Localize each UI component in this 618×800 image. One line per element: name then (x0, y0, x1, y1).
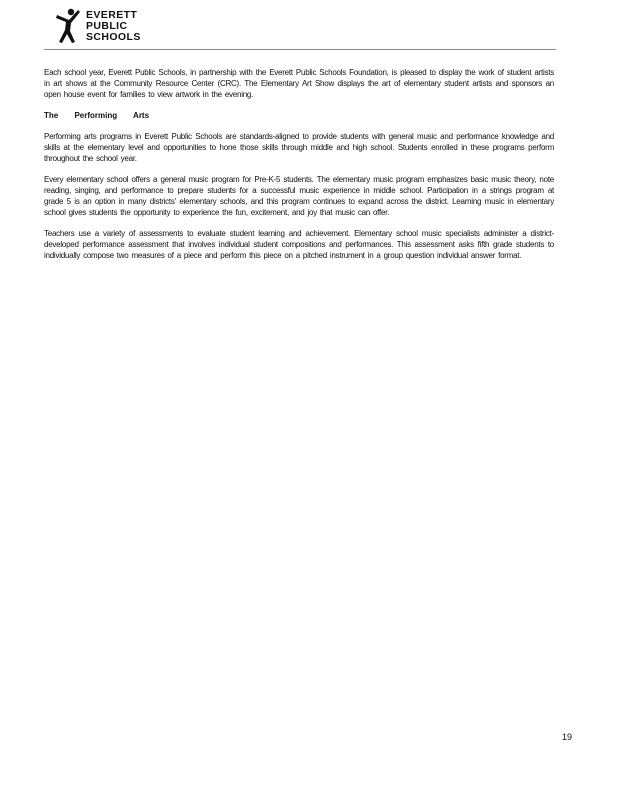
page-number: 19 (562, 732, 573, 742)
district-logo (54, 6, 164, 48)
page-header (44, 4, 556, 50)
logo-line-schools: SCHOOLS (86, 31, 141, 43)
header-divider (44, 49, 556, 50)
logo-wordmark (86, 10, 141, 43)
paragraph-assessment: Teachers use a variety of assessments to evaluate student learning and achievement. Elementary school music specialists administer a district-developed performance assessment that involves individual student compositions and performances. This assessment asks fifth grade students to individually compose two measures of a piece and perform this piece on a pitched instrument in a group question individual answer format. (44, 229, 554, 260)
document-body (44, 67, 554, 271)
paragraph-performing-arts: Performing arts programs in Everett Public Schools are standards-aligned to provide students with general music and performance knowledge and skills at the elementary level and opportunities to hone those skills through middle and high school. Students enrolled in these programs perform throughout the school year. (44, 132, 554, 163)
section-heading: The Performing Arts (44, 111, 150, 120)
intro-paragraph: Each school year, Everett Public Schools, in partnership with the Everett Public Schools Foundation, is pleased to display the work of student artists in art shows at the Community Resource Center (CRC). The Elementary Art Show displays the art of elementary student artists and sponsors an open house event for families to view artwork in the evening. (44, 68, 554, 99)
logo-line-everett: EVERETT (86, 9, 138, 21)
reaching-figure-icon (54, 6, 84, 46)
paragraph-general-music: Every elementary school offers a general music program for Pre-K-5 students. The elementary music program emphasizes basic music theory, note reading, singing, and performance to prepare students for a successful music experience in middle school. Participation in a strings program at grade 5 is an option in many districts' elementary schools, and this program continues to expand across the district. Learning music in elementary school gives students the opportunity to experience the fun, excitement, and joy that music can offer. (44, 175, 554, 217)
logo-line-public: PUBLIC (86, 20, 128, 32)
